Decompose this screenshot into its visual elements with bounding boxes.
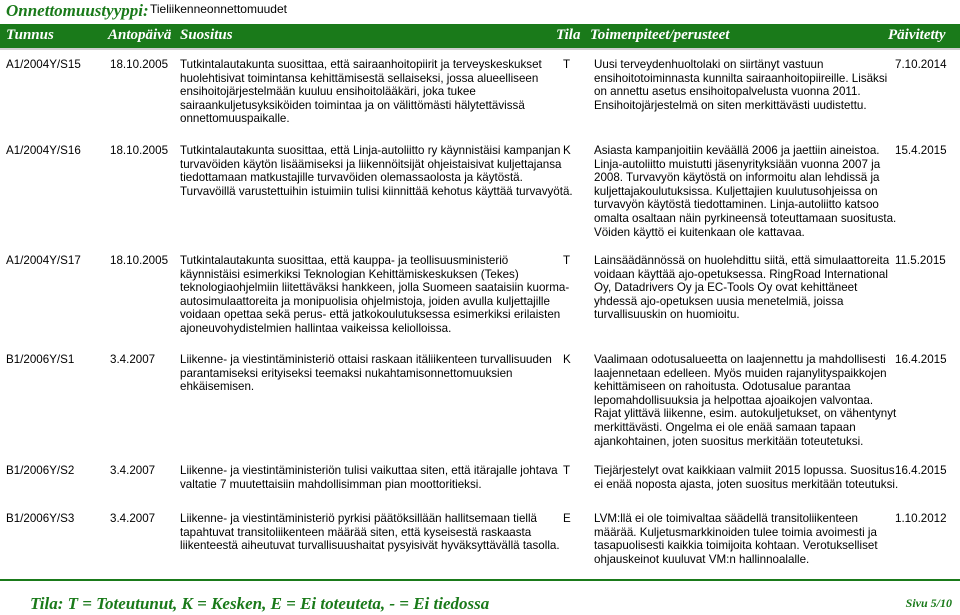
row-suggestion [180, 58, 552, 126]
row-measures [594, 353, 897, 448]
measures-line: Oy, Datadrivers Oy ja EC-Tools Oy ovat kehittäneet [594, 281, 858, 295]
row-suggestion [180, 353, 552, 394]
column-header-suggestion: Suositus [180, 27, 233, 43]
row-status: T [563, 58, 571, 71]
row-date: 18.10.2005 [110, 254, 169, 267]
row-suggestion [180, 464, 558, 491]
suggestion-line: voidaan opettaa sekä perus- että jatkokoulutuksessa esimerkiksi erilaisten [180, 308, 561, 322]
status-legend: Tila: T = Toteutunut, K = Kesken, E = Ei toteuteta, - = Ei tiedossa [30, 594, 490, 613]
measures-line: turvallisuuskin on huomioitu. [594, 308, 740, 322]
column-header-status: Tila [556, 27, 581, 43]
row-measures [594, 512, 884, 566]
row-id: B1/2006Y/S1 [6, 353, 75, 366]
row-date: 18.10.2005 [110, 58, 169, 71]
suggestion-line: onnettomuuspaikalle. [180, 112, 290, 126]
measures-line: Asiasta kampanjoitiin keväällä 2006 ja jaettiin aineistoa. [594, 144, 880, 157]
suggestion-line: Tutkintalautakunta suosittaa, että kauppa- ja teollisuusministeriö [180, 254, 509, 267]
suggestion-line: turvavöiden käytön lisäämiseksi ja liikennöitsijät ohjeistaisivat kuljettajansa [180, 157, 562, 171]
suggestion-line: tiedottamaan matkustajille turvavöiden olemassaolosta ja käytöstä. [180, 171, 523, 185]
measures-line: ensihoitotoiminnasta kunnilta sairaanhoitopiireille. Lisäksi [594, 71, 888, 85]
document-title-bar [0, 0, 960, 24]
measures-line: tasapuolisesti kaikkia toimijoita kohtaan. Verotukselliset [594, 539, 878, 553]
measures-line: laajennetaan edelleen. Myös muiden rajanylityspaikkojen [594, 366, 887, 380]
measures-line: kehittämiseen on rahoitusta. Odotusalue parantaa [594, 380, 851, 394]
row-date: 3.4.2007 [110, 353, 156, 366]
suggestion-line: käynnistäisi esimerkiksi Teknologian Kehittämiskeskuksen (Tekes) [180, 267, 519, 281]
measures-line: Uusi terveydenhuoltolaki on siirtänyt vastuun [594, 58, 824, 71]
row-updated: 7.10.2014 [895, 58, 947, 71]
row-status: T [563, 464, 571, 477]
suggestion-line: sairaankuljetusyksiköiden toimintaa ja on välittömästi hälytettävissä [180, 98, 525, 112]
row-status: K [563, 144, 571, 157]
measures-line: Vöiden käyttö ei kuitenkaan ole kattavaa. [594, 225, 805, 239]
measures-line: Vaalimaan odotusalueetta on laajennettu ja mahdollisesti [594, 353, 886, 366]
suggestion-line: valtatie 7 muutettaisiin mahdollisimman pian moottoritieksi. [180, 477, 482, 491]
row-date: 3.4.2007 [110, 464, 156, 477]
measures-line: Rajat ylittävä liikenne, esim. autokuljetukset, on vähentynyt [594, 407, 897, 421]
suggestion-line: ehkäisemisen. [180, 380, 255, 394]
measures-line: lepomahdollisuuksia ja helpottaa ajoaikojen valvontaa. [594, 393, 874, 407]
row-updated: 15.4.2015 [895, 144, 947, 157]
suggestion-line: tapahtuvat transitoliikenteen määrää siten, että kyseisestä raskaasta [180, 525, 532, 539]
footer-divider [0, 579, 960, 581]
row-suggestion [180, 144, 573, 198]
page-number: Sivu 5/10 [905, 596, 952, 610]
measures-line: turvavyön käytöstä tiedottaminen. Linja-autoliitto katsoo [594, 198, 879, 212]
measures-line: määrää. Kuljetusmarkkinoiden tulee toimia avoimesti ja [594, 525, 877, 539]
row-updated: 16.4.2015 [895, 464, 947, 477]
row-measures [594, 144, 897, 239]
suggestion-line: Tutkintalautakunta suosittaa, että sairaanhoitopiirit ja terveyskeskukset [180, 58, 542, 71]
suggestion-line: teknologiaohjelmiin liitettäväksi hankkeen, jolla Suomeen saataisiin kuorma- [180, 281, 570, 295]
suggestion-line: liikenteestä aiheutuvat turvallisuushaitat pysyisivät hyväksyttävällä tasolla. [180, 539, 560, 553]
suggestion-line: autosimulaattoreita ja monipuolisia ohjelmistoja, joiden avulla kuljettajille [180, 294, 550, 308]
suggestion-line: Turvavöillä varustettuihin istuimiin tulisi kiinnittää kehotus käyttää turvavyötä. [180, 184, 573, 198]
measures-line: Lainsäädännössä on huolehdittu siitä, että simulaattoreita [594, 254, 890, 267]
accident-type-value: Tieliikenneonnettomuudet [150, 2, 287, 16]
measures-line: on annettu asetus ensihoitopalvelusta vuonna 2011. [594, 85, 861, 99]
row-updated: 1.10.2012 [895, 512, 947, 525]
measures-line: voidaan käyttää ajo-opetuksessa. RingRoad International [594, 267, 888, 281]
row-updated: 11.5.2015 [895, 254, 946, 267]
row-suggestion [180, 512, 560, 553]
row-measures [594, 254, 890, 322]
column-header-date: Antopäivä [108, 27, 172, 43]
measures-line: ohjauskeinot kuuluvat VM:n hallinnoalalle. [594, 552, 810, 566]
column-header-updated: Päivitetty [888, 27, 946, 43]
row-id: A1/2004Y/S15 [6, 58, 81, 71]
row-id: B1/2006Y/S2 [6, 464, 75, 477]
measures-line: ajankohtainen, joten suositus merkitään toteutetuksi. [594, 434, 864, 448]
row-updated: 16.4.2015 [895, 353, 947, 366]
measures-line: LVM:llä ei ole toimivaltaa säädellä transitoliikenteen [594, 512, 859, 525]
table-header [0, 24, 960, 48]
row-measures [594, 464, 899, 491]
measures-line: yhdessä ajo-opetuksen uusia menetelmiä, joissa [594, 294, 844, 308]
row-date: 3.4.2007 [110, 512, 156, 525]
measures-line: omalta osaltaan näin pyrkineensä toteuttamaan suositusta. [594, 211, 897, 225]
suggestion-line: parantamiseksi erityiseksi teemaksi nukahtamisonnettomuuksien [180, 366, 513, 380]
measures-line: 2008. Turvavyön käytöstä on informoitu alan lehdissä ja [594, 171, 880, 185]
header-divider [0, 48, 960, 50]
suggestion-line: Liikenne- ja viestintäministeriö ottaisi raskaan itäliikenteen turvallisuuden [180, 353, 552, 366]
measures-line: Ensihoitojärjestelmä on siten merkittävästi uudistettu. [594, 98, 867, 112]
measures-line: merkittävästi. Ongelma ei ole enää samaan tapaan [594, 420, 856, 434]
suggestion-line: huolehtisivat toimintansa kehittämisestä sellaiseksi, jossa alueelliseen [180, 71, 539, 85]
row-id: A1/2004Y/S17 [6, 254, 81, 267]
measures-line: ei enää noposta ajasta, joten suositus merkitään toteutuksi. [594, 477, 899, 491]
row-date: 18.10.2005 [110, 144, 169, 157]
row-measures [594, 58, 888, 112]
measures-line: Linja-autoliitto muistutti jäsenyrityksiään vuonna 2007 ja [594, 157, 881, 171]
suggestion-line: ensihoitojärjestelmään kuuluu ensihoitolääkäri, joka tukee [180, 85, 476, 99]
row-id: B1/2006Y/S3 [6, 512, 75, 525]
suggestion-line: Liikenne- ja viestintäministeriö pyrkisi päätöksillään hallitsemaan tiellä [180, 512, 538, 525]
row-status: T [563, 254, 571, 267]
row-id: A1/2004Y/S16 [6, 144, 81, 157]
row-status: E [563, 512, 571, 525]
suggestion-line: Liikenne- ja viestintäministeriön tulisi vaikuttaa siten, että itärajalle johtava [180, 464, 558, 477]
row-status: K [563, 353, 571, 366]
column-header-id: Tunnus [6, 27, 54, 43]
accident-type-label: Onnettomuustyyppi: [6, 1, 149, 20]
row-suggestion [180, 254, 570, 336]
suggestion-line: Tutkintalautakunta suosittaa, että Linja-autoliitto ry käynnistäisi kampanjan [180, 144, 561, 157]
suggestion-line: ajoneuvohydistelmien hallintaa vaikeissa keliolloissa. [180, 321, 452, 335]
measures-line: Tiejärjestelyt ovat kaikkiaan valmiit 2015 lopussa. Suositus [594, 464, 895, 477]
measures-line: kuljettajakoulutuksissa. Kuljettajien kuulutusohjeissa on [594, 184, 878, 198]
column-header-measures: Toimenpiteet/perusteet [590, 27, 730, 43]
